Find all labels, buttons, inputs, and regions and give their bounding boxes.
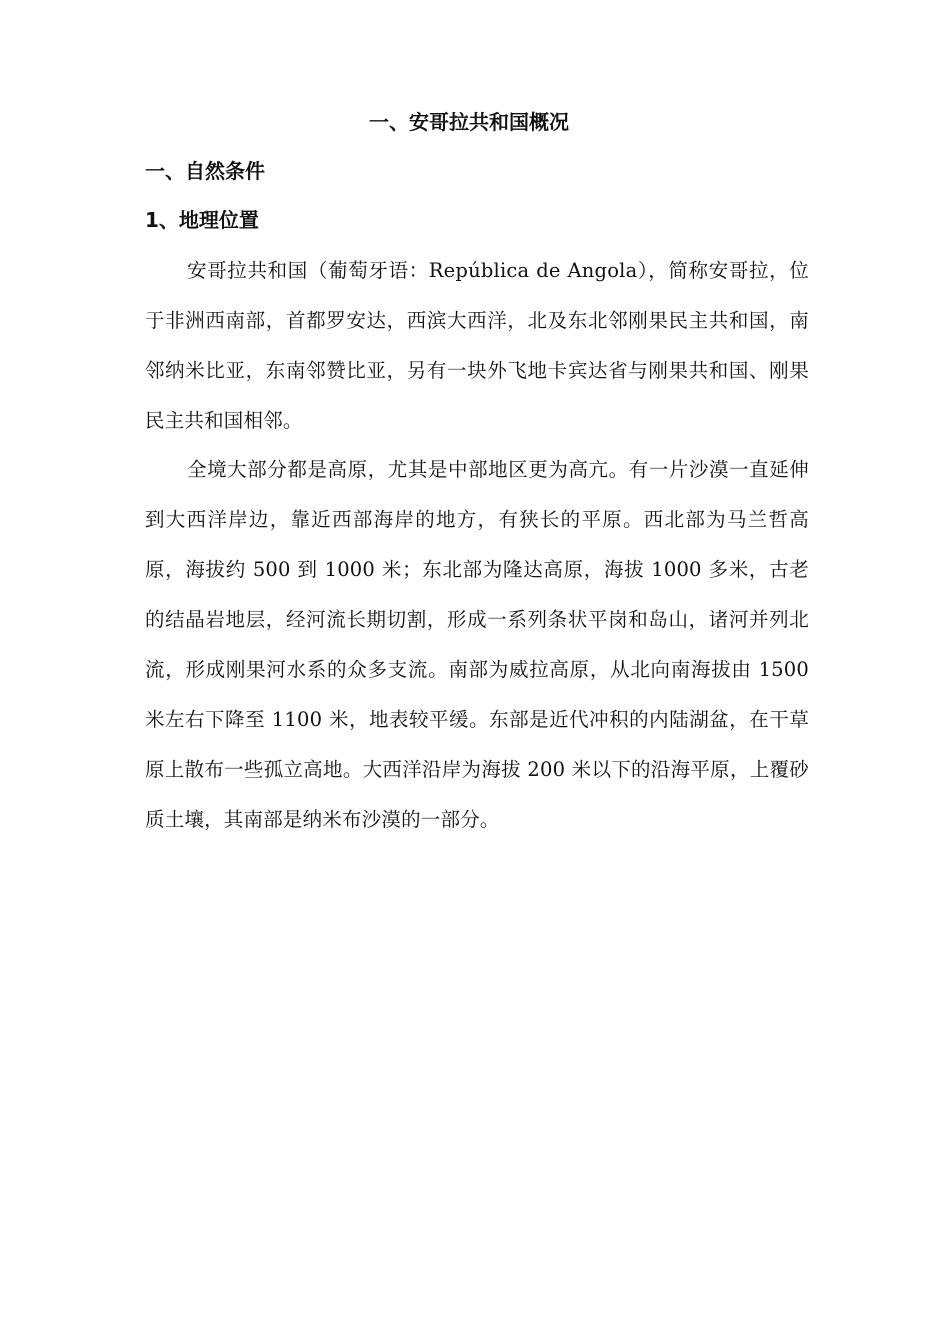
paragraph-terrain: 全境大部分都是高原，尤其是中部地区更为高亢。有一片沙漠一直延伸到大西洋岸边，靠近西部海岸的地方，有狭长的平原。西北部为马兰哲高原，海拔约 500 到 1000 米；东北部为隆达高原，海拔 1000 多米，古老的结晶岩地层，经河流长期切割，形成一系列条状平岗和岛山，诸河并列北流，形成刚果河水系的众多支流。南部为威拉高原，从北向南海拔由 1500 米左右下降至 1100 米，地表较平缓。东部是近代冲积的内陆湖盆，在干草原上散布一些孤立高地。大西洋沿岸为海拔 200 米以下的沿海平原，上覆砂质土壤，其南部是纳米布沙漠的一部分。 xyxy=(145,458,809,831)
document-title: 一、安哥拉共和国概况 xyxy=(369,110,569,134)
subsection-heading: 1、地理位置 xyxy=(145,208,259,232)
paragraph-geography: 安哥拉共和国（葡萄牙语：República de Angola），简称安哥拉，位于非洲西南部，首都罗安达，西滨大西洋，北及东北邻刚果民主共和国，南邻纳米比亚，东南邻赞比亚，另有一块外飞地卡宾达省与刚果共和国、刚果民主共和国相邻。 xyxy=(145,259,809,432)
section-heading: 一、自然条件 xyxy=(145,159,265,183)
